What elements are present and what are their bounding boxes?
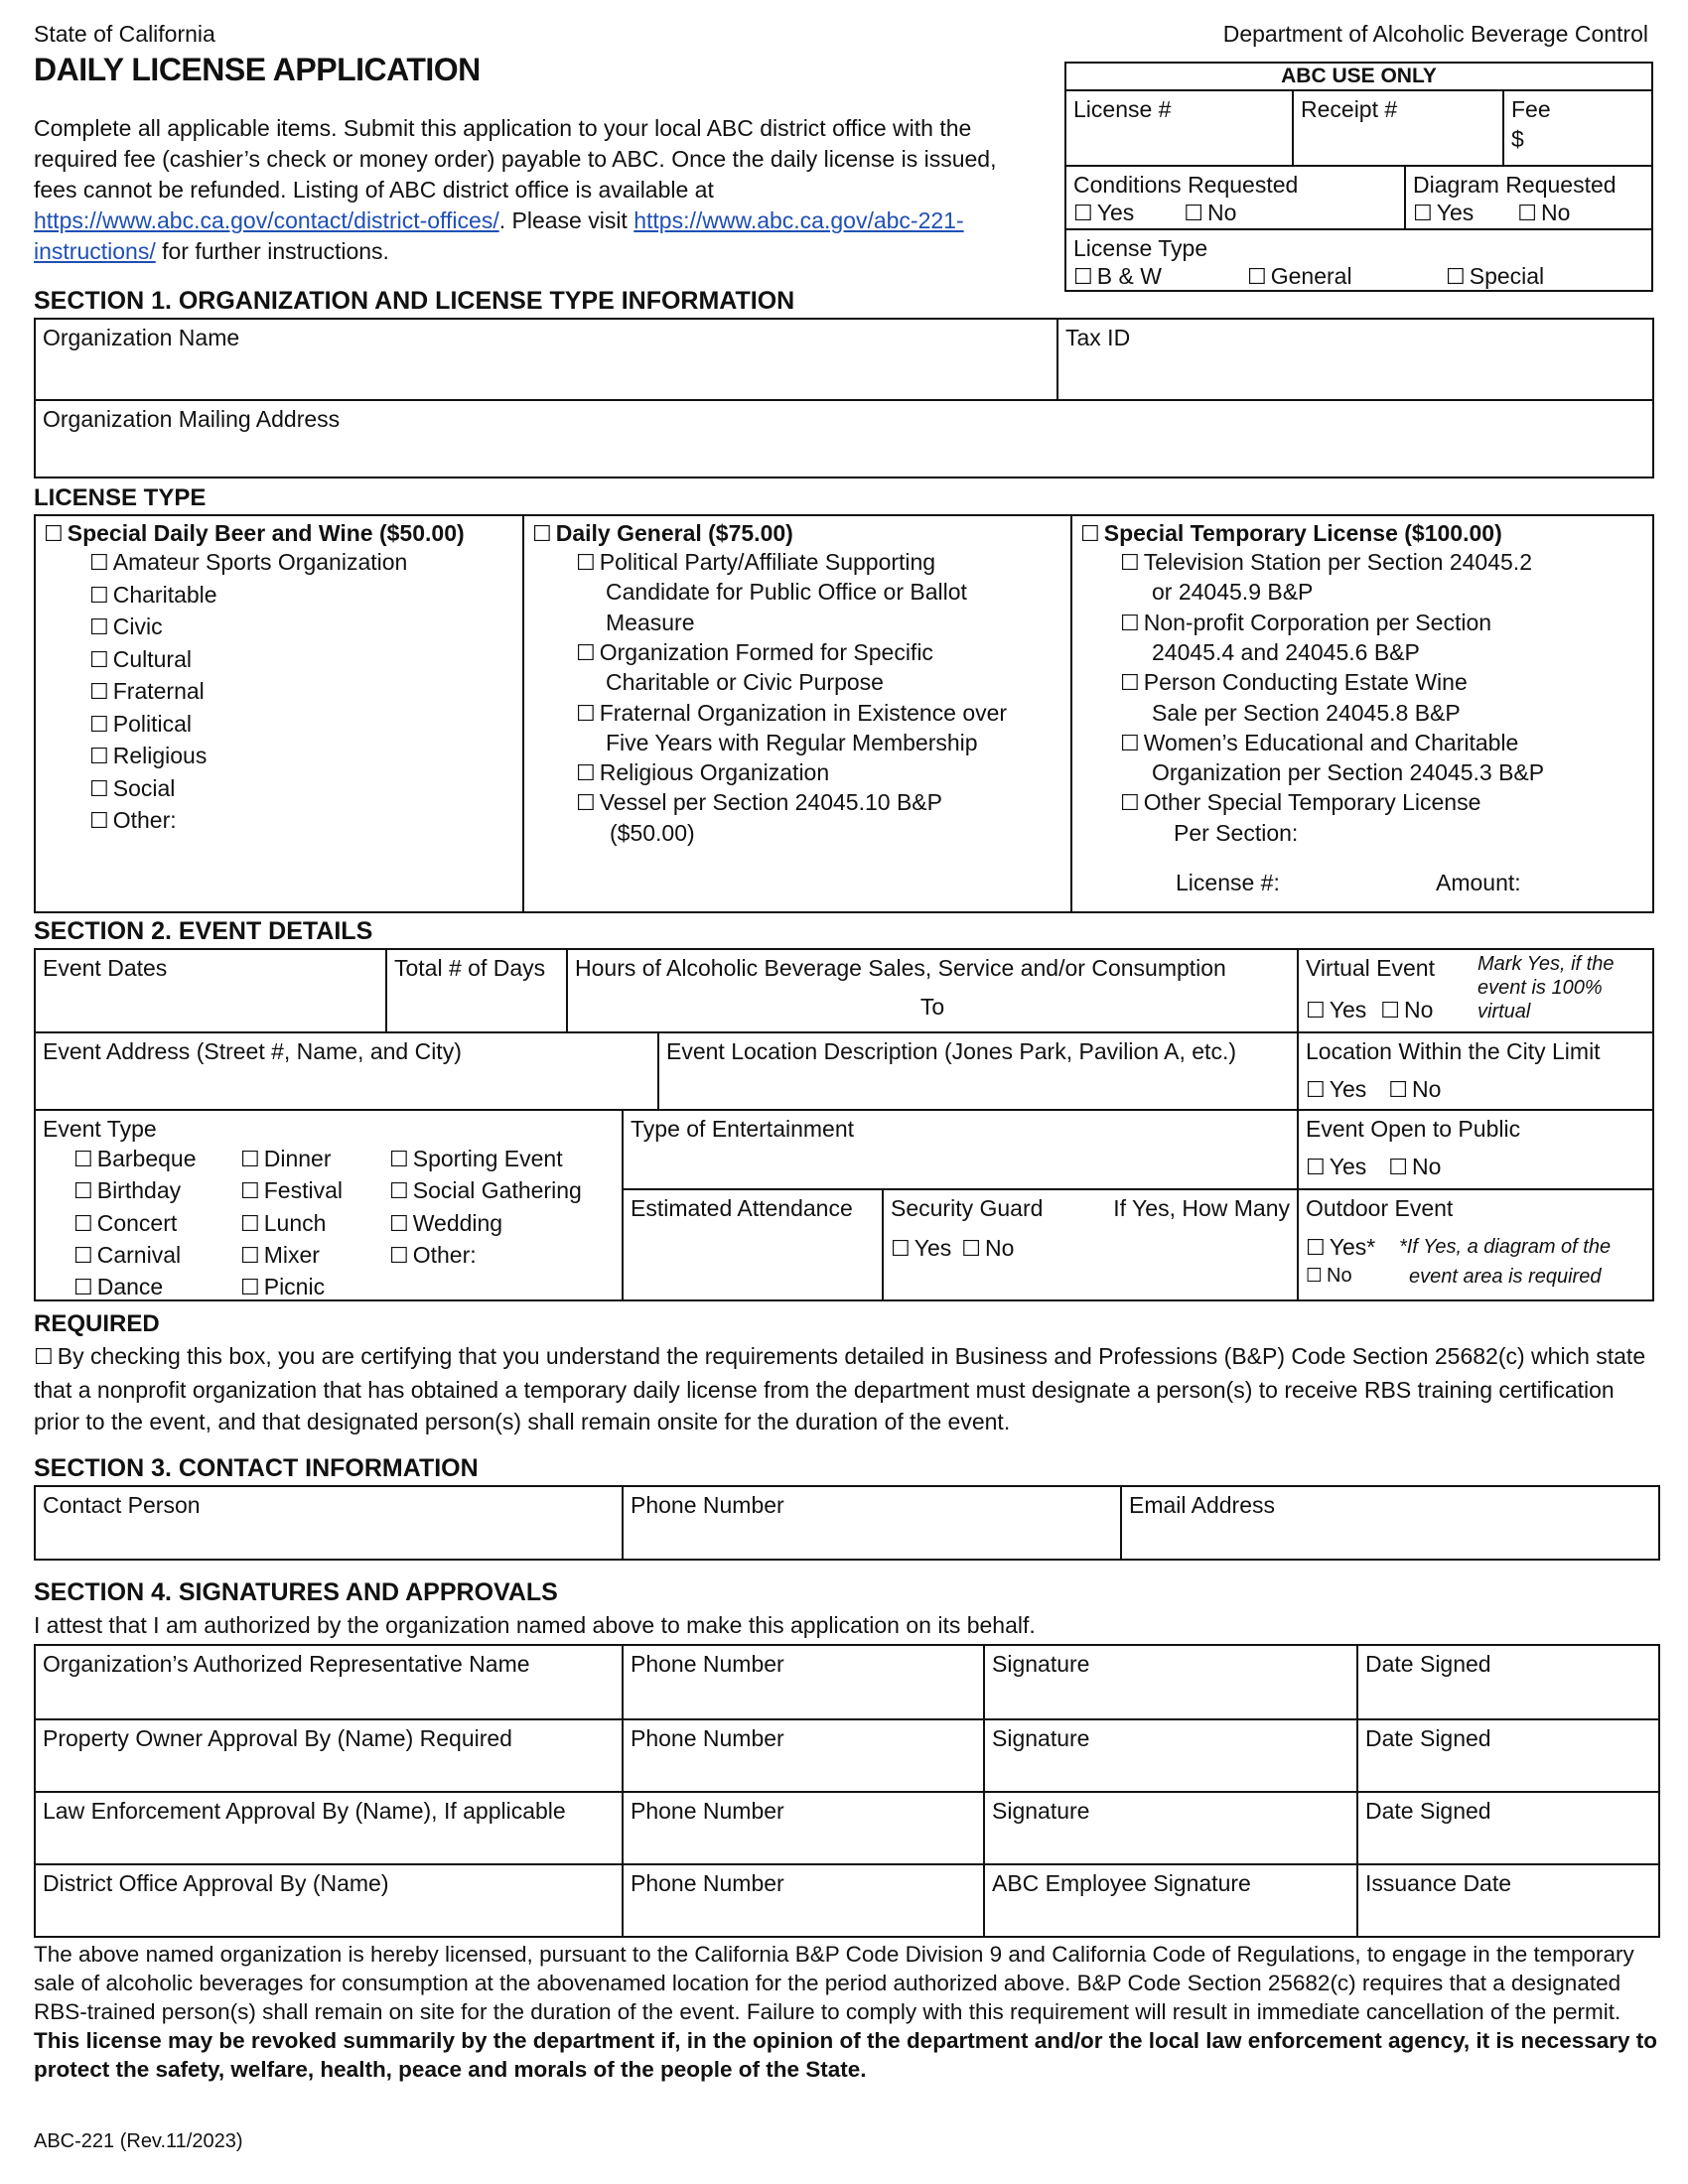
outdoor-no-checkbox[interactable]: ☐ [1306, 1264, 1324, 1287]
signature-row-1-date-field[interactable] [1356, 1718, 1658, 1791]
signature-row-2-phone-label: Phone Number [631, 1798, 784, 1824]
special-option-2-l2: Sale per Section 24045.8 B&P [1152, 699, 1461, 726]
special-option-4-checkbox[interactable]: ☐ [1120, 791, 1140, 817]
conditions-yes-label: Yes [1096, 200, 1135, 225]
event-details-box [34, 948, 1654, 1301]
beer-wine-option-1-row [89, 581, 217, 612]
attendance-field[interactable] [622, 1188, 882, 1299]
signature-row-2-name-field[interactable] [36, 1791, 622, 1863]
abc-license-type-label: License Type [1073, 235, 1208, 261]
license-type-cell [1066, 228, 1651, 290]
hours-label: Hours of Alcoholic Beverage Sales, Service and/or Consumption [575, 955, 1226, 981]
virtual-note: Mark Yes, if the event is 100% virtual [1477, 953, 1615, 1023]
beer-wine-option-0-row [89, 548, 407, 579]
section3-title: SECTION 3. CONTACT INFORMATION [34, 1454, 479, 1482]
virtual-yes-checkbox[interactable]: ☐ [1306, 998, 1326, 1024]
beer-wine-option-5-label: Political [112, 710, 192, 737]
location-description-label: Event Location Description (Jones Park, Pavilion A, etc.) [666, 1038, 1237, 1064]
event-dates-label: Event Dates [43, 955, 168, 981]
signature-row-0-name-field[interactable] [36, 1646, 622, 1718]
organization-name-label: Organization Name [43, 325, 240, 350]
beer-wine-option-7-row [89, 774, 175, 805]
event-type-picnic-label: Picnic [263, 1274, 326, 1299]
outdoor-event-label: Outdoor Event [1306, 1195, 1454, 1221]
beer-wine-option-0-checkbox[interactable]: ☐ [89, 551, 109, 576]
contact-person-field[interactable] [36, 1487, 622, 1559]
tax-id-field[interactable] [1056, 320, 1652, 399]
event-address-field[interactable] [36, 1031, 657, 1109]
beer-wine-option-3-label: Cultural [112, 645, 192, 672]
license-no-label: License # [1073, 96, 1172, 122]
instructions-link[interactable]: https://www.abc.ca.gov/abc-221-instructions/ [34, 207, 964, 264]
contact-phone-label: Phone Number [631, 1492, 784, 1518]
receipt-no-label: Receipt # [1301, 96, 1398, 122]
beer-wine-option-7-label: Social [112, 774, 176, 801]
beer-wine-option-4-label: Fraternal [112, 678, 205, 704]
event-address-label: Event Address (Street #, Name, and City) [43, 1038, 462, 1064]
general-option-1-label: Organization Formed for Specific [599, 638, 933, 665]
daily-general-title: Daily General ($75.00) [555, 520, 793, 546]
diagram-no-checkbox[interactable]: ☐ [1517, 202, 1537, 226]
daily-general-column [522, 516, 1070, 911]
beer-wine-option-8-row [89, 806, 177, 837]
general-option-1-l2: Charitable or Civic Purpose [606, 669, 884, 696]
email-field[interactable] [1120, 1487, 1658, 1559]
general-option-4-l2: ($50.00) [610, 819, 695, 846]
special-option-2-label: Person Conducting Estate Wine [1143, 669, 1468, 696]
license-statement-text: The above named organization is hereby licensed, pursuant to the California B&P Code Division 9 and California Code of Regulations, to engage in the temporary sale of alcoholic beverages for consumption at the abovenamed location for the period authorized above. B&P Code Section 25682(c) requires that a designated RBS-trained person(s) shall remain on site for the duration of the event. Failure to comply with this requirement will result in immediate cancellation of the permit. [34, 1942, 1634, 2024]
form-title: DAILY LICENSE APPLICATION [34, 52, 481, 87]
city-limit-cell [1297, 1031, 1652, 1109]
outdoor-event-cell [1297, 1188, 1652, 1299]
open-public-yes-checkbox[interactable]: ☐ [1306, 1155, 1326, 1180]
location-description-field[interactable] [657, 1031, 1297, 1109]
signature-row-0-name-label: Organization’s Authorized Representative Name [43, 1651, 530, 1677]
diagram-label: Diagram Requested [1413, 172, 1617, 198]
mailing-address-field[interactable] [36, 399, 1652, 477]
beer-wine-option-4-row [89, 677, 205, 708]
special-option-1-checkbox[interactable]: ☐ [1120, 611, 1140, 636]
event-type-dance-checkbox[interactable]: ☐ [73, 1276, 93, 1299]
security-no-label: No [985, 1235, 1015, 1261]
open-public-no-checkbox[interactable]: ☐ [1388, 1155, 1408, 1180]
beer-wine-column [36, 516, 522, 911]
beer-wine-option-4-checkbox[interactable]: ☐ [89, 680, 109, 705]
general-option-1-checkbox[interactable]: ☐ [576, 640, 596, 666]
city-limit-yes-checkbox[interactable]: ☐ [1306, 1077, 1326, 1103]
beer-wine-option-3-row [89, 645, 192, 676]
diagram-yes-checkbox[interactable]: ☐ [1413, 202, 1433, 226]
signature-row-1-name-field[interactable] [36, 1718, 622, 1791]
event-type-dinner-row [240, 1145, 332, 1175]
special-option-1-row [1120, 609, 1491, 639]
event-type-wedding-row [389, 1209, 502, 1240]
beer-wine-option-0-label: Amateur Sports Organization [112, 549, 408, 575]
signatures-table [34, 1644, 1660, 1938]
event-type-lunch-label: Lunch [263, 1209, 327, 1236]
intro-text-1: Complete all applicable items. Submit this application to your local ABC district office with the required fee (cashier’s check or money order) payable to ABC. Once the daily license is issued, fees cannot be refunded. Listing of ABC district office is available at [34, 115, 997, 203]
beer-wine-option-2-label: Civic [112, 614, 163, 639]
diagram-no-label: No [1541, 200, 1571, 225]
total-days-label: Total # of Days [394, 955, 546, 981]
beer-wine-option-5-checkbox[interactable]: ☐ [89, 712, 109, 738]
section4-title: SECTION 4. SIGNATURES AND APPROVALS [34, 1578, 558, 1606]
city-limit-no-label: No [1412, 1075, 1442, 1102]
diagram-cell [1404, 165, 1651, 228]
event-type-birthday-checkbox[interactable]: ☐ [73, 1179, 93, 1205]
organization-name-field[interactable] [36, 320, 1056, 399]
section1-title: SECTION 1. ORGANIZATION AND LICENSE TYPE INFORMATION [34, 287, 795, 315]
state-label: State of California [34, 21, 215, 47]
event-type-dance-label: Dance [96, 1274, 164, 1299]
bw-label: B & W [1096, 263, 1162, 289]
special-license-no-label: License #: [1176, 870, 1280, 895]
intro-text-2: . Please visit [498, 207, 634, 233]
event-type-festival-label: Festival [263, 1177, 343, 1204]
special-option-4-label: Other Special Temporary License [1143, 789, 1481, 816]
signature-row-3-phone-label: Phone Number [631, 1870, 784, 1896]
event-type-festival-checkbox[interactable]: ☐ [240, 1179, 260, 1205]
signature-row-2-date-label: Date Signed [1365, 1798, 1491, 1824]
signature-row-3-date-field[interactable] [1356, 1863, 1658, 1938]
general-option-4-label: Vessel per Section 24045.10 B&P [599, 789, 942, 816]
event-type-social-gathering-row [389, 1176, 582, 1207]
event-type-other-checkbox[interactable]: ☐ [389, 1243, 409, 1269]
city-limit-yes-label: Yes [1329, 1075, 1367, 1102]
open-public-cell [1297, 1109, 1652, 1188]
event-type-cell [36, 1109, 622, 1299]
bw-checkbox[interactable]: ☐ [1073, 265, 1093, 290]
required-certify-checkbox[interactable]: ☐ [34, 1345, 54, 1370]
outdoor-no-label: No [1327, 1264, 1352, 1287]
signature-row-1-date-label: Date Signed [1365, 1725, 1491, 1751]
virtual-event-label: Virtual Event [1306, 955, 1435, 981]
special-option-1-label: Non-profit Corporation per Section [1143, 609, 1492, 635]
open-public-no-label: No [1412, 1153, 1442, 1179]
event-dates-field[interactable] [36, 950, 385, 1031]
signature-row-3-sig-field[interactable] [983, 1863, 1356, 1938]
general-option-0-checkbox[interactable]: ☐ [576, 551, 596, 576]
event-type-sporting-event-checkbox[interactable]: ☐ [389, 1148, 409, 1172]
entertainment-label: Type of Entertainment [631, 1116, 855, 1142]
district-offices-link[interactable]: https://www.abc.ca.gov/contact/district-offices/ [34, 207, 499, 233]
event-type-other-label: Other: [412, 1241, 477, 1268]
conditions-label: Conditions Requested [1073, 172, 1299, 198]
department-label: Department of Alcoholic Beverage Control [1222, 21, 1648, 47]
attest-text: I attest that I am authorized by the organization named above to make this application on its behalf. [34, 1612, 1036, 1638]
general-option-2-label: Fraternal Organization in Existence over [599, 699, 1008, 726]
section2-title: SECTION 2. EVENT DETAILS [34, 917, 373, 945]
required-heading: REQUIRED [34, 1310, 160, 1337]
general-option-2-checkbox[interactable]: ☐ [576, 701, 596, 727]
hours-to-label: To [919, 993, 945, 1020]
security-yes-checkbox[interactable]: ☐ [891, 1237, 911, 1262]
event-type-carnival-checkbox[interactable]: ☐ [73, 1243, 93, 1269]
beer-wine-option-1-label: Charitable [112, 581, 217, 608]
beer-wine-option-6-label: Religious [112, 743, 208, 768]
virtual-event-cell [1297, 950, 1652, 1031]
beer-wine-option-6-row [89, 742, 207, 772]
signature-row-0-sig-field[interactable] [983, 1646, 1356, 1718]
special-option-0-checkbox[interactable]: ☐ [1120, 551, 1140, 576]
event-type-carnival-label: Carnival [96, 1241, 182, 1268]
signature-row-0-date-field[interactable] [1356, 1646, 1658, 1718]
tax-id-label: Tax ID [1065, 325, 1131, 350]
fee-label: Fee [1511, 96, 1551, 122]
signature-row-2-date-field[interactable] [1356, 1791, 1658, 1863]
event-type-concert-row [73, 1209, 177, 1240]
event-type-carnival-row [73, 1241, 181, 1272]
event-type-mixer-checkbox[interactable]: ☐ [240, 1243, 260, 1269]
event-type-picnic-row [240, 1273, 325, 1299]
entertainment-field[interactable] [622, 1109, 1297, 1188]
signature-row-3-phone-field[interactable] [622, 1863, 983, 1938]
abc-use-title: ABC USE ONLY [1281, 65, 1437, 87]
attendance-label: Estimated Attendance [631, 1195, 853, 1221]
event-type-lunch-row [240, 1209, 326, 1240]
conditions-no-label: No [1207, 200, 1237, 225]
signature-row-2-sig-label: Signature [992, 1798, 1090, 1824]
event-type-birthday-row [73, 1176, 181, 1207]
general-option-0-label: Political Party/Affiliate Supporting [599, 549, 936, 575]
signature-row-3-date-label: Issuance Date [1365, 1870, 1512, 1896]
event-type-other-row [389, 1241, 477, 1272]
required-certification [34, 1340, 1652, 1437]
event-type-label: Event Type [43, 1116, 157, 1142]
security-guard-cell [882, 1188, 1297, 1299]
event-type-sporting-event-label: Sporting Event [412, 1146, 563, 1171]
special-label: Special [1469, 263, 1545, 289]
beer-wine-option-7-checkbox[interactable]: ☐ [89, 776, 109, 802]
beer-wine-checkbox[interactable]: ☐ [44, 522, 64, 547]
daily-general-checkbox[interactable]: ☐ [532, 522, 552, 547]
signature-row-0-phone-label: Phone Number [631, 1651, 784, 1677]
event-type-mixer-label: Mixer [263, 1241, 320, 1268]
beer-wine-option-2-checkbox[interactable]: ☐ [89, 615, 109, 640]
general-label: General [1270, 263, 1352, 289]
general-option-4-row [576, 788, 942, 819]
signature-row-1-name-label: Property Owner Approval By (Name) Required [43, 1725, 512, 1751]
beer-wine-option-6-checkbox[interactable]: ☐ [89, 745, 109, 769]
contact-person-label: Contact Person [43, 1492, 201, 1518]
general-option-0-l2: Candidate for Public Office or Ballot [606, 579, 967, 606]
event-type-birthday-label: Birthday [96, 1177, 182, 1204]
city-limit-no-checkbox[interactable]: ☐ [1388, 1077, 1408, 1103]
special-temporary-title: Special Temporary License ($100.00) [1103, 520, 1502, 546]
conditions-cell [1066, 165, 1404, 228]
general-option-3-checkbox[interactable]: ☐ [576, 761, 596, 787]
special-option-0-label: Television Station per Section 24045.2 [1143, 549, 1532, 575]
virtual-yes-label: Yes [1329, 996, 1367, 1023]
required-text: By checking this box, you are certifying that you understand the requirements detailed in Business and Professions (B&P) Code Section 25682(c) which state that a nonprofit organization that has obtained a temporary daily license from the department must designate a person(s) to receive RBS training certification prior to the event, and that designated person(s) shall remain onsite for the duration of the event. [34, 1343, 1646, 1434]
security-guard-label: Security Guard [891, 1195, 1044, 1221]
license-type-box [34, 514, 1654, 913]
signature-row-0-sig-label: Signature [992, 1651, 1090, 1677]
security-yes-label: Yes [914, 1235, 952, 1261]
mailing-address-label: Organization Mailing Address [43, 406, 341, 432]
form-number: ABC-221 (Rev.11/2023) [34, 2130, 243, 2152]
signature-row-3-sig-label: ABC Employee Signature [992, 1870, 1251, 1896]
event-type-dinner-label: Dinner [263, 1146, 332, 1171]
signature-row-2-sig-field[interactable] [983, 1791, 1356, 1863]
special-option-3-row [1120, 729, 1518, 759]
event-type-concert-checkbox[interactable]: ☐ [73, 1211, 93, 1237]
event-type-social-gathering-checkbox[interactable]: ☐ [389, 1179, 409, 1205]
outdoor-yes-checkbox[interactable]: ☐ [1306, 1235, 1326, 1261]
open-public-label: Event Open to Public [1306, 1116, 1521, 1142]
special-option-3-l2: Organization per Section 24045.3 B&P [1152, 759, 1545, 786]
special-checkbox[interactable]: ☐ [1446, 265, 1466, 290]
fee-cell[interactable] [1502, 89, 1651, 165]
event-type-barbeque-row [73, 1145, 196, 1175]
intro-text-3: for further instructions. [155, 238, 389, 264]
special-option-4-row [1120, 788, 1480, 819]
organization-box [34, 318, 1654, 478]
event-type-wedding-checkbox[interactable]: ☐ [389, 1211, 409, 1237]
signature-row-3-name-label: District Office Approval By (Name) [43, 1870, 389, 1896]
outdoor-note-2: event area is required [1409, 1265, 1602, 1288]
outdoor-note-1: *If Yes, a diagram of the [1399, 1235, 1612, 1258]
license-statement [34, 1940, 1662, 2084]
event-type-picnic-checkbox[interactable]: ☐ [240, 1276, 260, 1299]
diagram-yes-label: Yes [1436, 200, 1475, 225]
signature-row-1-phone-label: Phone Number [631, 1725, 784, 1751]
special-option-2-row [1120, 668, 1468, 699]
signature-row-1-sig-field[interactable] [983, 1718, 1356, 1791]
event-type-barbeque-checkbox[interactable]: ☐ [73, 1148, 93, 1172]
general-option-0-l3: Measure [606, 609, 695, 635]
conditions-yes-checkbox[interactable]: ☐ [1073, 202, 1093, 226]
intro-paragraph [34, 113, 1037, 267]
virtual-no-label: No [1404, 996, 1434, 1023]
email-label: Email Address [1129, 1492, 1276, 1518]
signature-row-2-name-label: Law Enforcement Approval By (Name), If applicable [43, 1798, 566, 1824]
event-type-dance-row [73, 1273, 163, 1299]
event-type-social-gathering-label: Social Gathering [412, 1177, 582, 1204]
how-many-label: If Yes, How Many [1113, 1195, 1290, 1221]
special-option-0-l2: or 24045.9 B&P [1152, 579, 1314, 606]
city-limit-label: Location Within the City Limit [1306, 1038, 1601, 1064]
special-temporary-checkbox[interactable]: ☐ [1080, 522, 1100, 547]
event-type-sporting-event-row [389, 1145, 563, 1175]
virtual-no-checkbox[interactable]: ☐ [1380, 998, 1400, 1024]
special-option-3-label: Women’s Educational and Charitable [1143, 729, 1519, 755]
signature-row-1-phone-field[interactable] [622, 1718, 983, 1791]
event-type-barbeque-label: Barbeque [96, 1146, 197, 1171]
beer-wine-title: Special Daily Beer and Wine ($50.00) [67, 520, 465, 546]
general-option-0-row [576, 548, 935, 579]
signature-row-2-phone-field[interactable] [622, 1791, 983, 1863]
special-option-0-row [1120, 548, 1532, 579]
beer-wine-option-3-checkbox[interactable]: ☐ [89, 647, 109, 673]
signature-row-3-name-field[interactable] [36, 1863, 622, 1938]
beer-wine-option-1-checkbox[interactable]: ☐ [89, 583, 109, 609]
license-revocation-text: This license may be revoked summarily by the department if, in the opinion of the department and/or the local law enforcement agency, it is necessary to protect the safety, welfare, health, peace and morals of the people of the State. [34, 2028, 1658, 2082]
license-type-heading: LICENSE TYPE [34, 484, 207, 511]
event-type-wedding-label: Wedding [412, 1209, 503, 1236]
special-option-3-checkbox[interactable]: ☐ [1120, 731, 1140, 756]
general-option-3-label: Religious Organization [599, 759, 830, 786]
general-checkbox[interactable]: ☐ [1247, 265, 1267, 290]
general-option-3-row [576, 758, 829, 789]
beer-wine-option-2-row [89, 613, 163, 643]
general-option-2-row [576, 699, 1007, 730]
event-type-concert-label: Concert [96, 1209, 178, 1236]
conditions-no-checkbox[interactable]: ☐ [1184, 202, 1203, 226]
license-no-cell[interactable] [1066, 89, 1292, 165]
receipt-no-cell[interactable] [1292, 89, 1502, 165]
general-option-1-row [576, 638, 933, 669]
signature-row-1-sig-label: Signature [992, 1725, 1090, 1751]
event-type-mixer-row [240, 1241, 320, 1272]
beer-wine-option-5-row [89, 710, 192, 741]
hours-field[interactable] [566, 950, 1297, 1031]
special-option-4-l2: Per Section: [1174, 819, 1299, 846]
special-amount-label: Amount: [1436, 870, 1521, 895]
signature-row-0-date-label: Date Signed [1365, 1651, 1491, 1677]
fee-symbol: $ [1511, 125, 1524, 152]
beer-wine-option-8-checkbox[interactable]: ☐ [89, 809, 109, 834]
special-option-2-checkbox[interactable]: ☐ [1120, 671, 1140, 697]
contact-phone-field[interactable] [622, 1487, 1120, 1559]
general-option-2-l2: Five Years with Regular Membership [606, 729, 978, 755]
special-option-1-l2: 24045.4 and 24045.6 B&P [1152, 638, 1420, 665]
event-type-lunch-checkbox[interactable]: ☐ [240, 1211, 260, 1237]
total-days-field[interactable] [385, 950, 566, 1031]
outdoor-yes-label: Yes* [1329, 1233, 1376, 1260]
event-type-festival-row [240, 1176, 343, 1207]
contact-box [34, 1485, 1660, 1561]
open-public-yes-label: Yes [1329, 1153, 1367, 1179]
event-type-dinner-checkbox[interactable]: ☐ [240, 1148, 260, 1172]
security-no-checkbox[interactable]: ☐ [961, 1237, 981, 1262]
special-temporary-column [1070, 516, 1652, 911]
abc-use-only-box [1064, 62, 1653, 292]
beer-wine-option-8-label: Other: [112, 807, 177, 833]
general-option-4-checkbox[interactable]: ☐ [576, 791, 596, 817]
signature-row-0-phone-field[interactable] [622, 1646, 983, 1718]
